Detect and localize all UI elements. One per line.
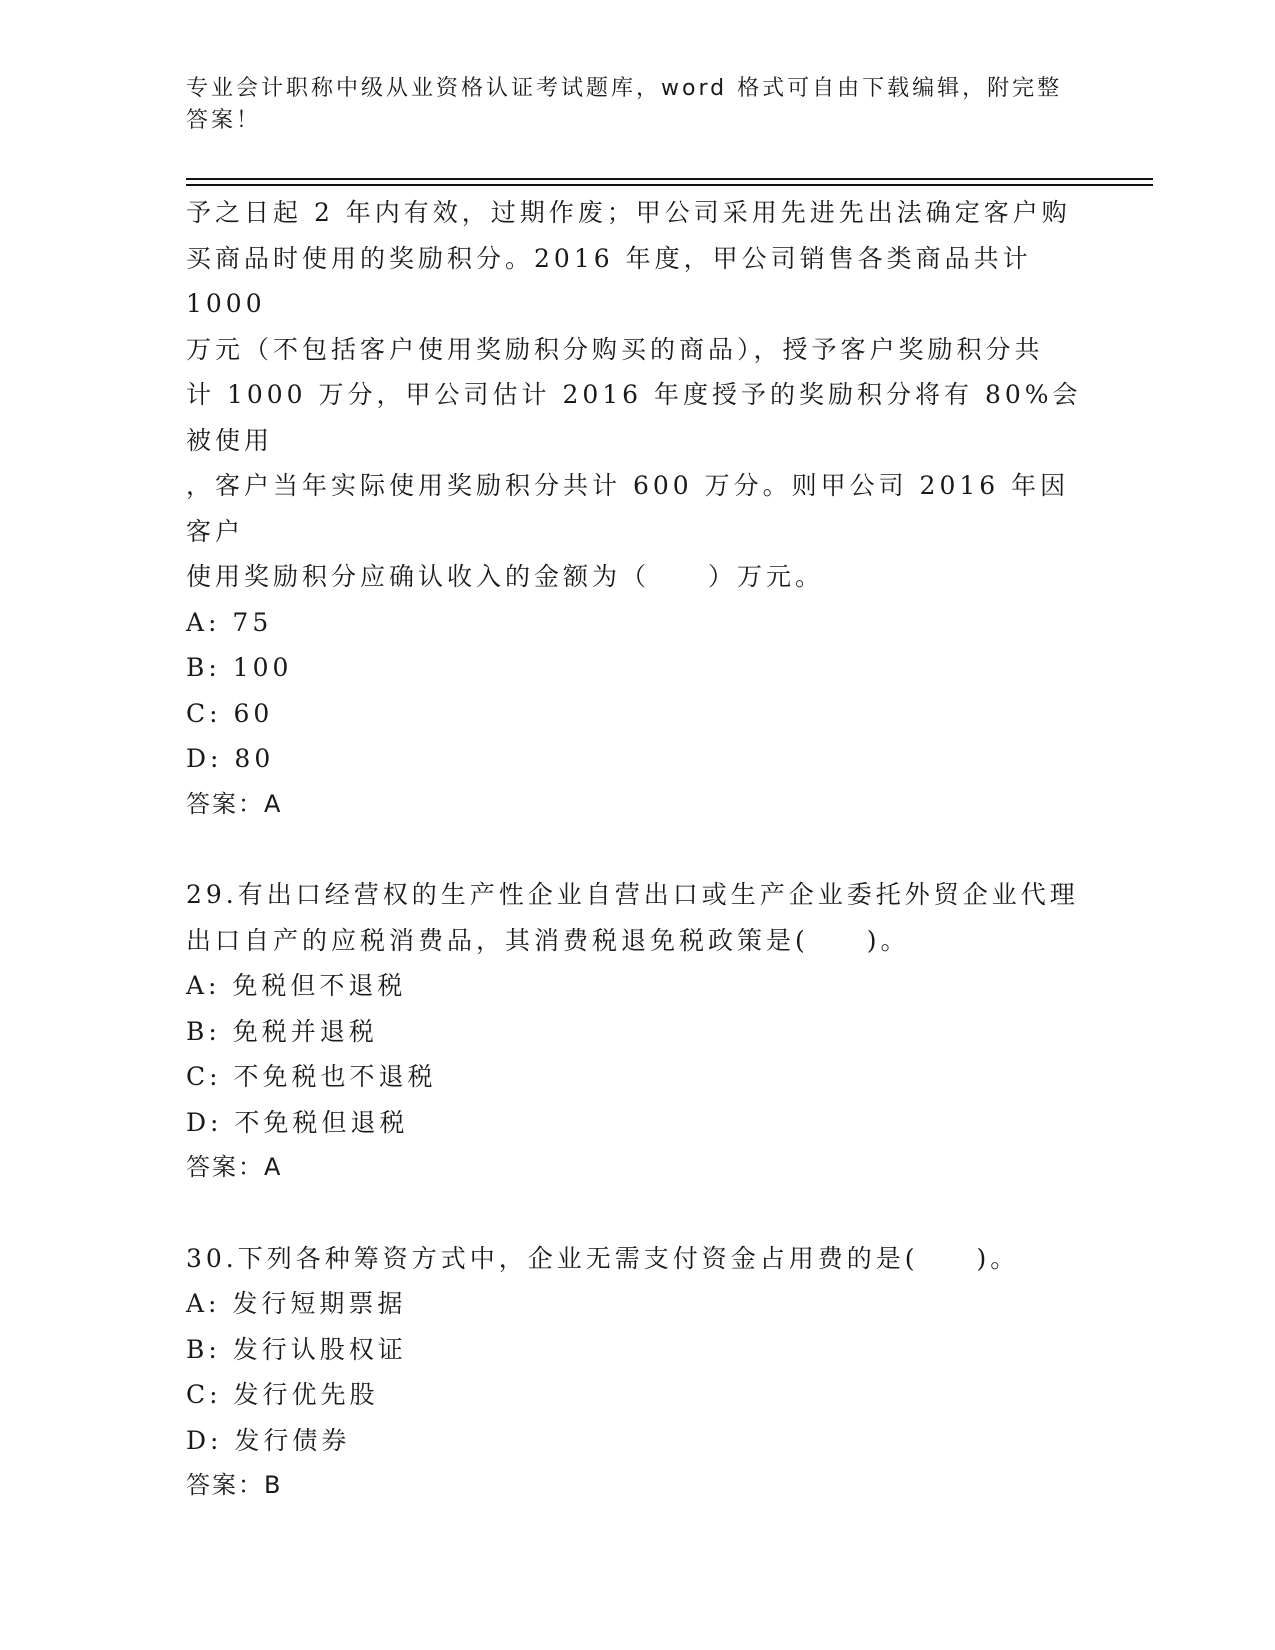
question-stem-line: ，客户当年实际使用奖励积分共计 600 万分。则甲公司 2016 年因客户 xyxy=(186,471,1070,546)
question-stem-line: 计 1000 万分，甲公司估计 2016 年度授予的奖励积分将有 80%会被使用 xyxy=(186,380,1082,455)
option-b: B: 100 xyxy=(186,653,293,682)
option-b: B: 发行认股权证 xyxy=(186,1334,407,1364)
question-list xyxy=(186,190,1086,1509)
question-stem-line: 使用奖励积分应确认收入的金额为（ ）万元。 xyxy=(186,562,825,591)
question-block xyxy=(186,1236,1086,1509)
option-d: D: 不免税但退税 xyxy=(186,1107,409,1137)
spacer xyxy=(186,827,1086,872)
question-stem-line: 予之日起 2 年内有效，过期作废；甲公司采用先进先出法确定客户购 xyxy=(186,198,1071,227)
page-header: 专业会计职称中级从业资格认证考试题库，word 格式可自由下载编辑，附完整答案！ xyxy=(186,76,1063,133)
question-stem-line: 万元（不包括客户使用奖励积分购买的商品），授予客户奖励积分共 xyxy=(186,334,1044,364)
header-rule-top xyxy=(186,178,1153,180)
option-d: D: 80 xyxy=(186,744,275,773)
question-stem-line: 出口自产的应税消费品，其消费税退免税政策是( )。 xyxy=(186,925,910,955)
question-block xyxy=(186,872,1086,1191)
answer-line: 答案：B xyxy=(186,1471,283,1499)
spacer xyxy=(186,1191,1086,1236)
option-c: C: 发行优先股 xyxy=(186,1380,379,1409)
question-stem-line: 30.下列各种筹资方式中，企业无需支付资金占用费的是( )。 xyxy=(186,1243,1020,1273)
option-a: A: 发行短期票据 xyxy=(186,1289,407,1318)
option-c: C: 不免税也不退税 xyxy=(186,1062,437,1091)
option-b: B: 免税并退税 xyxy=(186,1016,378,1046)
option-a: A: 75 xyxy=(186,607,273,637)
option-a: A: 免税但不退税 xyxy=(186,971,407,1000)
answer-line: 答案：A xyxy=(186,1153,283,1181)
question-stem-line: 买商品时使用的奖励积分。2016 年度，甲公司销售各类商品共计 1000 xyxy=(186,243,1032,318)
question-stem-line: 29.有出口经营权的生产性企业自营出口或生产企业委托外贸企业代理 xyxy=(186,880,1079,909)
option-d: D: 发行债券 xyxy=(186,1425,351,1455)
answer-line: 答案：A xyxy=(186,789,283,818)
option-c: C: 60 xyxy=(186,698,274,728)
question-block xyxy=(186,190,1086,827)
header-rule-bottom xyxy=(186,184,1153,186)
